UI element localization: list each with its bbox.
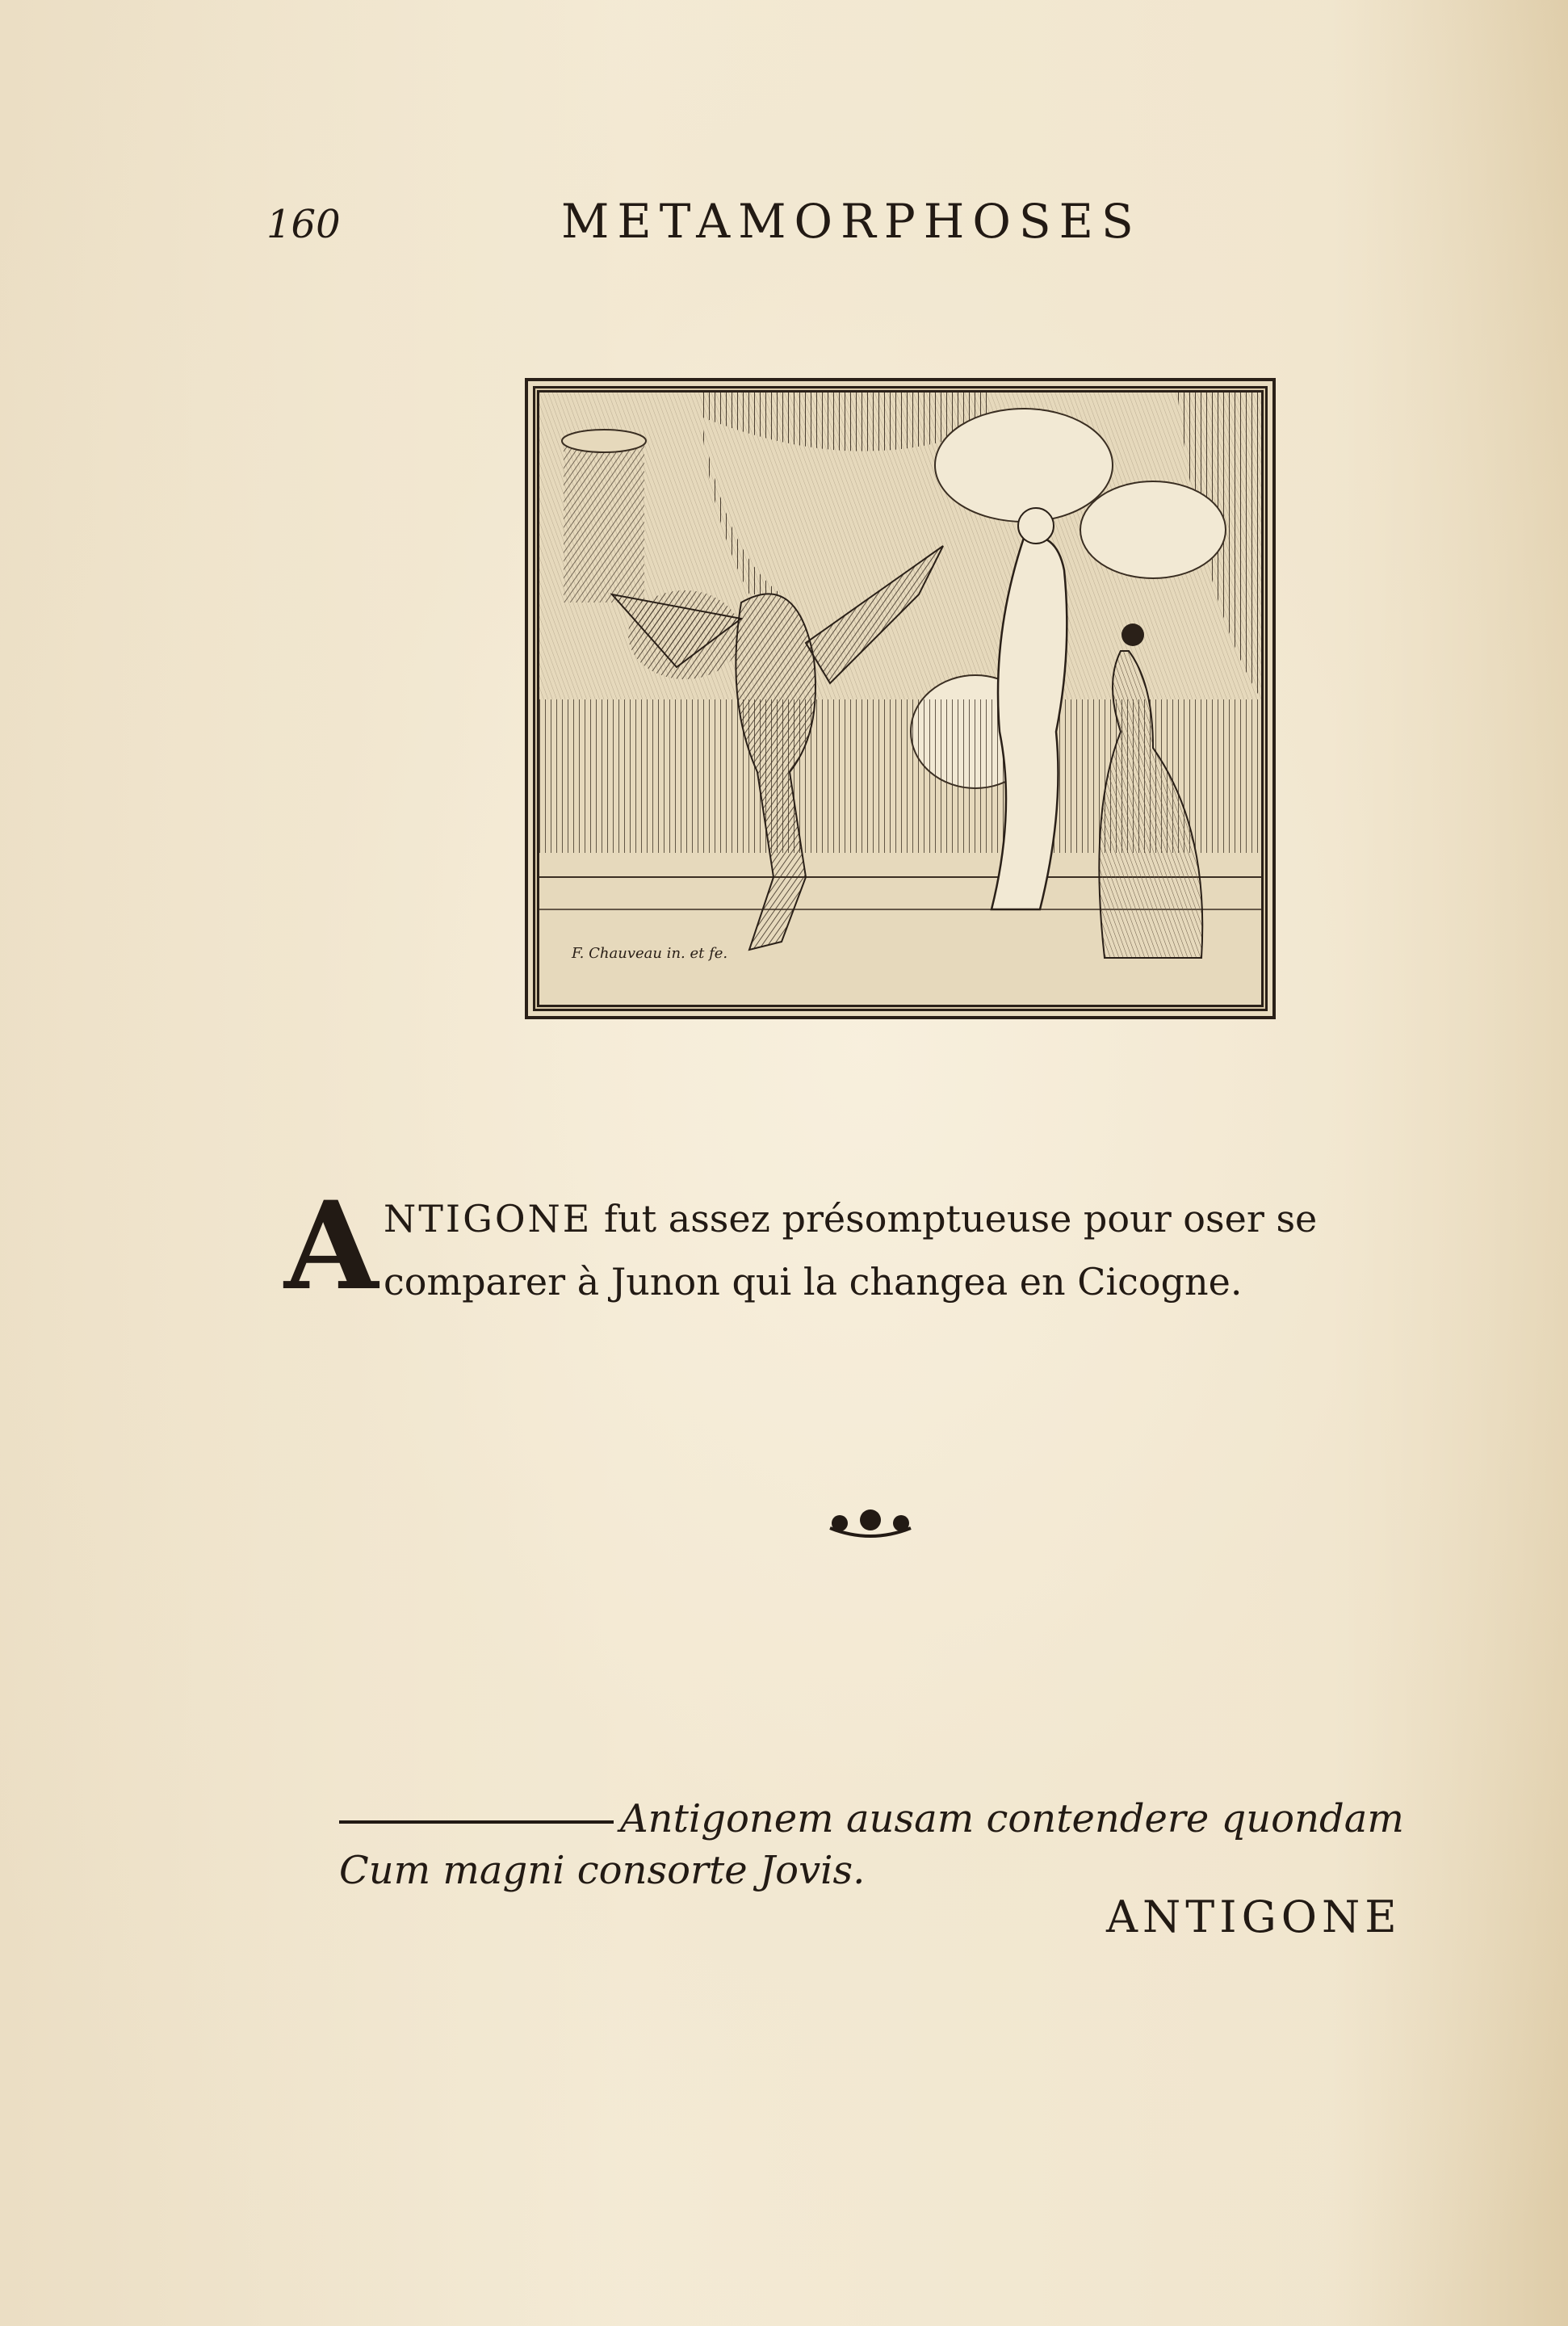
engraving-plate (533, 386, 1268, 1011)
fleuron-icon (824, 1504, 917, 1543)
drop-cap: A (284, 1175, 379, 1317)
catchword: ANTIGONE (1106, 1891, 1402, 1942)
running-head (266, 194, 1260, 258)
verse-line-1 (339, 1793, 1461, 1845)
engraver-signature: F. Chauveau in. et fe. (572, 945, 728, 962)
prose-paragraph (384, 1187, 1457, 1313)
prose-text: fut assez présomptueuse pour oser se comparer à Junon qui la changea en Cicogne. (384, 1197, 1318, 1304)
verse-line-1-text: Antigonem ausam contendere quondam (620, 1796, 1404, 1841)
running-title: METAMORPHOSES (561, 194, 1142, 249)
verse-rule (339, 1820, 614, 1824)
page-number: 160 (266, 202, 341, 247)
verse-line-2: Cum magni consorte Jovis. (339, 1848, 866, 1893)
prose-lead-word: NTIGONE (384, 1197, 593, 1241)
engraving-illustration (539, 393, 1261, 1005)
latin-verse (339, 1793, 1461, 1896)
